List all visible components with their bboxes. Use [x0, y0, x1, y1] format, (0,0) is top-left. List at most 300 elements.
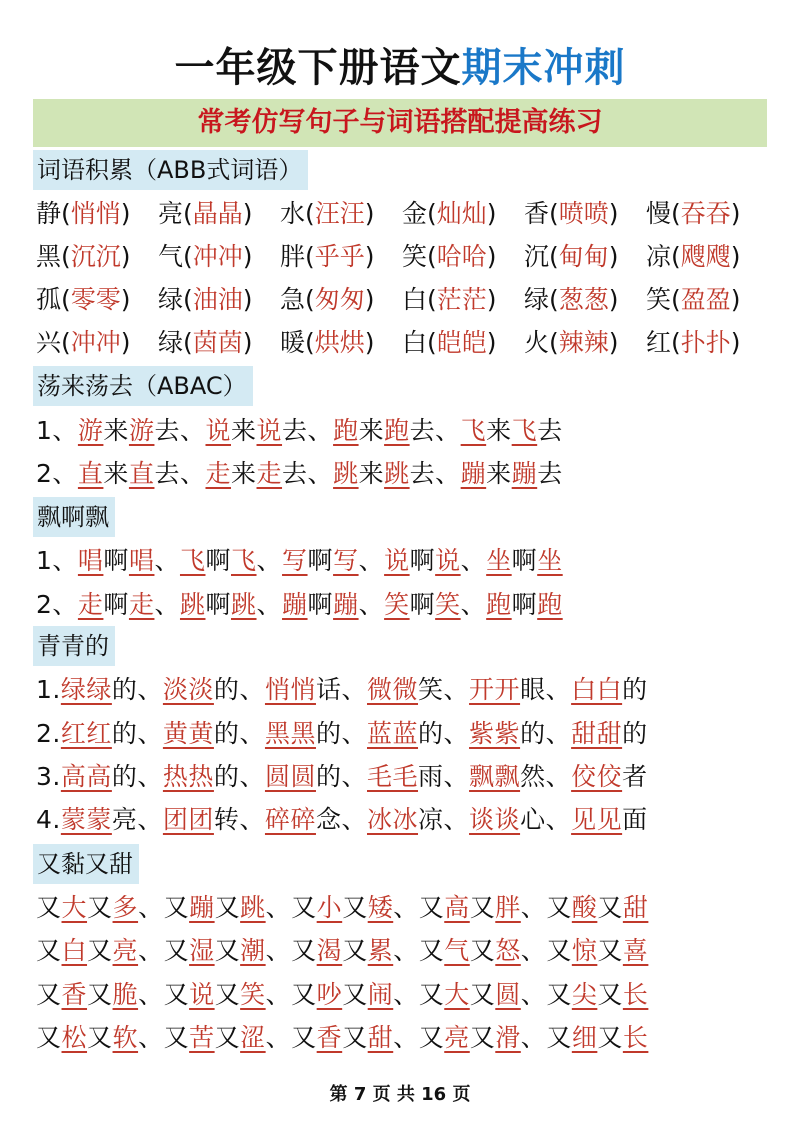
- answer-char: 说: [256, 416, 283, 445]
- abb-word: [524, 196, 646, 232]
- answer-char: 胖: [495, 893, 521, 922]
- abb-word: [524, 282, 646, 318]
- fixed-char: 啊: [205, 546, 231, 575]
- answer-word: 飘飘: [469, 762, 521, 791]
- fixed-char: 又: [597, 980, 623, 1009]
- row-number: 2、: [36, 590, 78, 619]
- fixed-char: 去: [409, 459, 436, 488]
- answer-char: 跳: [240, 893, 266, 922]
- fixed-char: 又: [342, 980, 368, 1009]
- abb-head-char: 亮(: [158, 199, 193, 228]
- answer-char: 软: [112, 1023, 139, 1052]
- abb-head-char: 金(: [402, 199, 437, 228]
- page-title: [0, 40, 800, 96]
- abb-head-char: 兴(: [36, 328, 71, 357]
- section-heading-qing: [33, 626, 115, 666]
- abb-reduplicated: 沉沉: [70, 242, 121, 271]
- fixed-char: 又: [214, 1023, 241, 1052]
- answer-word: 微微: [367, 675, 419, 704]
- section-heading-abb: [33, 150, 308, 190]
- fixed-char: 又: [546, 893, 572, 922]
- fixed-char: 又: [163, 1023, 190, 1052]
- answer-char: 尖: [571, 980, 598, 1009]
- separator: 、: [520, 936, 547, 965]
- answer-char: 气: [444, 936, 470, 965]
- answer-word: 白白: [571, 675, 623, 704]
- abb-close-paren: ): [120, 199, 131, 228]
- fixed-char: 又: [546, 936, 572, 965]
- answer-char: 惊: [571, 936, 598, 965]
- fixed-char: 又: [546, 980, 572, 1009]
- piao-row: [36, 587, 563, 623]
- abb-word: [524, 325, 646, 361]
- abb-reduplicated: 盈盈: [680, 285, 731, 314]
- section-heading-abac-text: 荡来荡去（ABAC）: [37, 372, 247, 400]
- abb-word: [36, 196, 158, 232]
- fixed-char: 的: [111, 762, 138, 791]
- answer-char: 蹦: [282, 590, 308, 619]
- answer-char: 矮: [367, 893, 394, 922]
- fixed-char: 又: [597, 893, 623, 922]
- answer-word: 红红: [60, 719, 112, 748]
- separator: 、: [358, 590, 385, 619]
- abb-close-paren: ): [608, 199, 619, 228]
- separator: 、: [137, 675, 163, 704]
- answer-char: 笑: [384, 590, 410, 619]
- abb-reduplicated: 皑皑: [436, 328, 487, 357]
- separator: 、: [138, 893, 164, 922]
- separator: 、: [435, 459, 461, 488]
- answer-word: 毛毛: [367, 762, 419, 791]
- fixed-char: 的: [111, 675, 138, 704]
- answer-char: 直: [77, 459, 104, 488]
- row-number: 1.: [36, 675, 61, 704]
- answer-char: 说: [435, 546, 461, 575]
- fixed-char: 去: [537, 416, 563, 445]
- title-main: 一年级下册语文: [174, 45, 462, 91]
- abb-close-paren: ): [730, 328, 741, 357]
- row-number: 4.: [36, 805, 61, 834]
- fixed-char: 的: [622, 719, 648, 748]
- abb-reduplicated: 冲冲: [192, 242, 243, 271]
- fixed-char: 又: [87, 980, 113, 1009]
- subtitle-banner: 常考仿写句子与词语搭配提高练习: [33, 99, 767, 147]
- abb-word: [36, 239, 158, 275]
- answer-char: 跑: [333, 416, 359, 445]
- separator: 、: [265, 893, 292, 922]
- abb-word: [36, 282, 158, 318]
- separator: 、: [307, 459, 334, 488]
- abb-word: [402, 282, 524, 318]
- abb-close-paren: ): [608, 242, 619, 271]
- answer-char: 说: [189, 980, 215, 1009]
- fixed-char: 又: [597, 1023, 623, 1052]
- you-row: [36, 977, 648, 1013]
- separator: 、: [154, 546, 180, 575]
- fixed-char: 又: [469, 980, 496, 1009]
- fixed-char: 者: [622, 762, 648, 791]
- answer-char: 甜: [622, 893, 649, 922]
- fixed-char: 的: [315, 762, 342, 791]
- abb-close-paren: ): [608, 328, 619, 357]
- answer-char: 说: [384, 546, 410, 575]
- row-number: 2.: [36, 719, 61, 748]
- fixed-char: 啊: [307, 590, 334, 619]
- separator: 、: [256, 590, 283, 619]
- abb-close-paren: ): [120, 242, 131, 271]
- abb-close-paren: ): [364, 285, 375, 314]
- you-row: [36, 933, 648, 969]
- answer-char: 怒: [495, 936, 521, 965]
- answer-char: 蹦: [511, 459, 538, 488]
- fixed-char: 又: [469, 1023, 496, 1052]
- abb-word: [646, 239, 756, 275]
- answer-word: 见见: [571, 805, 623, 834]
- answer-char: 飞: [460, 416, 487, 445]
- abb-reduplicated: 茵茵: [192, 328, 243, 357]
- separator: 、: [138, 936, 164, 965]
- answer-word: 蓝蓝: [367, 719, 419, 748]
- answer-char: 蹦: [460, 459, 487, 488]
- fixed-char: 啊: [205, 590, 231, 619]
- separator: 、: [239, 762, 265, 791]
- separator: 、: [545, 805, 572, 834]
- piao-row: [36, 543, 563, 579]
- qing-row: [36, 716, 648, 752]
- abb-word: [280, 325, 402, 361]
- fixed-char: 又: [342, 1023, 368, 1052]
- abb-reduplicated: 油油: [192, 285, 243, 314]
- separator: 、: [460, 590, 487, 619]
- abac-row: [36, 456, 563, 492]
- separator: 、: [443, 719, 470, 748]
- separator: 、: [545, 762, 572, 791]
- page-footer: 第 7 页 共 16 页: [329, 1084, 471, 1105]
- answer-char: 香: [316, 1023, 343, 1052]
- fixed-char: 啊: [409, 590, 436, 619]
- fixed-char: 又: [36, 980, 62, 1009]
- abb-reduplicated: 扑扑: [680, 328, 731, 357]
- separator: 、: [443, 762, 470, 791]
- fixed-char: 的: [315, 719, 342, 748]
- answer-word: 蒙蒙: [60, 805, 112, 834]
- separator: 、: [137, 762, 163, 791]
- fixed-char: 来: [103, 459, 129, 488]
- abb-reduplicated: 冲冲: [70, 328, 121, 357]
- abb-row: [36, 325, 756, 361]
- fixed-char: 又: [36, 893, 62, 922]
- answer-char: 说: [205, 416, 231, 445]
- answer-word: 团团: [162, 805, 214, 834]
- answer-char: 苦: [189, 1023, 215, 1052]
- abb-word: [280, 196, 402, 232]
- abb-head-char: 孤(: [36, 285, 71, 314]
- answer-char: 湿: [189, 936, 215, 965]
- answer-char: 小: [316, 893, 343, 922]
- separator: 、: [179, 416, 206, 445]
- abb-reduplicated: 吞吞: [680, 199, 731, 228]
- fixed-char: 去: [537, 459, 563, 488]
- separator: 、: [239, 675, 265, 704]
- separator: 、: [520, 893, 547, 922]
- fixed-char: 去: [154, 459, 180, 488]
- answer-char: 笑: [435, 590, 461, 619]
- abb-close-paren: ): [242, 199, 253, 228]
- abb-head-char: 白(: [402, 328, 437, 357]
- abb-word: [280, 282, 402, 318]
- answer-char: 多: [112, 893, 139, 922]
- abb-close-paren: ): [730, 285, 741, 314]
- abb-close-paren: ): [486, 328, 497, 357]
- abb-head-char: 凉(: [646, 242, 681, 271]
- answer-char: 跳: [384, 459, 410, 488]
- answer-char: 闹: [367, 980, 394, 1009]
- answer-char: 蹦: [189, 893, 215, 922]
- fixed-char: 又: [214, 936, 241, 965]
- answer-char: 走: [256, 459, 283, 488]
- abb-reduplicated: 甸甸: [558, 242, 609, 271]
- abb-head-char: 笑(: [646, 285, 681, 314]
- fixed-char: 又: [163, 980, 190, 1009]
- abb-close-paren: ): [364, 199, 375, 228]
- abb-close-paren: ): [486, 199, 497, 228]
- answer-word: 圆圆: [264, 762, 316, 791]
- answer-char: 跳: [333, 459, 359, 488]
- fixed-char: 又: [546, 1023, 572, 1052]
- fixed-char: 眼: [520, 675, 546, 704]
- answer-word: 谈谈: [469, 805, 521, 834]
- abb-head-char: 绿(: [158, 328, 193, 357]
- fixed-char: 又: [36, 1023, 62, 1052]
- fixed-char: 念: [315, 805, 342, 834]
- abb-word: [646, 325, 756, 361]
- answer-char: 走: [205, 459, 231, 488]
- section-heading-piao: [33, 497, 115, 537]
- abb-head-char: 白(: [402, 285, 437, 314]
- fixed-char: 面: [622, 805, 648, 834]
- answer-char: 蹦: [333, 590, 359, 619]
- abb-reduplicated: 灿灿: [436, 199, 487, 228]
- abb-close-paren: ): [242, 242, 253, 271]
- abb-row: [36, 239, 756, 275]
- answer-char: 唱: [128, 546, 155, 575]
- answer-char: 跳: [231, 590, 257, 619]
- answer-char: 走: [77, 590, 104, 619]
- fixed-char: 又: [291, 893, 317, 922]
- fixed-char: 又: [163, 936, 190, 965]
- answer-char: 直: [128, 459, 155, 488]
- answer-word: 甜甜: [571, 719, 623, 748]
- fixed-char: 来: [231, 459, 257, 488]
- abb-head-char: 急(: [280, 285, 315, 314]
- qing-row: [36, 802, 648, 838]
- fixed-char: 话: [315, 675, 342, 704]
- fixed-char: 又: [291, 1023, 317, 1052]
- fixed-char: 去: [409, 416, 436, 445]
- abb-head-char: 慢(: [646, 199, 681, 228]
- row-number: 2、: [36, 459, 78, 488]
- abb-close-paren: ): [120, 328, 131, 357]
- abb-word: [646, 282, 756, 318]
- abb-head-char: 绿(: [158, 285, 193, 314]
- fixed-char: 来: [358, 459, 385, 488]
- separator: 、: [393, 936, 419, 965]
- answer-char: 长: [622, 980, 649, 1009]
- fixed-char: 心: [520, 805, 546, 834]
- abb-reduplicated: 茫茫: [436, 285, 487, 314]
- abb-head-char: 红(: [646, 328, 681, 357]
- separator: 、: [393, 980, 419, 1009]
- section-heading-abb-text: 词语积累（ABB式词语）: [37, 156, 303, 184]
- answer-char: 潮: [240, 936, 266, 965]
- fixed-char: 亮: [111, 805, 138, 834]
- row-number: 3.: [36, 762, 61, 791]
- fixed-char: 的: [418, 719, 444, 748]
- abb-head-char: 火(: [524, 328, 559, 357]
- separator: 、: [520, 1023, 547, 1052]
- separator: 、: [341, 762, 367, 791]
- fixed-char: 又: [36, 936, 62, 965]
- answer-char: 坐: [486, 546, 512, 575]
- abb-head-char: 胖(: [280, 242, 315, 271]
- separator: 、: [460, 546, 487, 575]
- fixed-char: 笑: [418, 675, 444, 704]
- answer-char: 走: [128, 590, 155, 619]
- abb-close-paren: ): [730, 199, 741, 228]
- separator: 、: [256, 546, 283, 575]
- abb-word: [158, 325, 280, 361]
- answer-char: 吵: [316, 980, 343, 1009]
- answer-char: 喜: [622, 936, 649, 965]
- you-row: [36, 890, 648, 926]
- fixed-char: 又: [418, 936, 445, 965]
- abb-word: [158, 196, 280, 232]
- answer-char: 笑: [240, 980, 266, 1009]
- answer-char: 甜: [367, 1023, 394, 1052]
- fixed-char: 去: [282, 459, 308, 488]
- separator: 、: [138, 1023, 164, 1052]
- separator: 、: [265, 936, 292, 965]
- fixed-char: 去: [282, 416, 308, 445]
- separator: 、: [545, 719, 572, 748]
- answer-char: 酸: [571, 893, 598, 922]
- answer-char: 滑: [495, 1023, 521, 1052]
- fixed-char: 去: [154, 416, 180, 445]
- title-accent: 期末冲刺: [461, 45, 626, 91]
- fixed-char: 凉: [418, 805, 444, 834]
- separator: 、: [435, 416, 461, 445]
- abb-word: [280, 239, 402, 275]
- answer-word: 热热: [162, 762, 214, 791]
- abb-head-char: 气(: [158, 242, 193, 271]
- answer-word: 悄悄: [264, 675, 316, 704]
- abb-close-paren: ): [242, 285, 253, 314]
- separator: 、: [179, 459, 206, 488]
- answer-char: 跑: [486, 590, 512, 619]
- abb-head-char: 绿(: [524, 285, 559, 314]
- answer-word: 黄黄: [162, 719, 214, 748]
- abb-reduplicated: 飕飕: [680, 242, 731, 271]
- answer-char: 渴: [316, 936, 343, 965]
- fixed-char: 又: [469, 936, 496, 965]
- abb-word: [402, 239, 524, 275]
- answer-char: 大: [444, 980, 470, 1009]
- separator: 、: [393, 1023, 419, 1052]
- abb-reduplicated: 烘烘: [314, 328, 365, 357]
- fixed-char: 的: [213, 719, 240, 748]
- answer-char: 细: [571, 1023, 598, 1052]
- fixed-char: 又: [418, 980, 445, 1009]
- answer-word: 碎碎: [264, 805, 316, 834]
- fixed-char: 来: [231, 416, 257, 445]
- qing-row: [36, 759, 648, 795]
- fixed-char: 又: [418, 1023, 445, 1052]
- answer-char: 坐: [537, 546, 563, 575]
- answer-char: 跑: [384, 416, 410, 445]
- fixed-char: 又: [87, 893, 113, 922]
- answer-char: 长: [622, 1023, 649, 1052]
- answer-word: 绿绿: [60, 675, 112, 704]
- abb-head-char: 黑(: [36, 242, 71, 271]
- fixed-char: 啊: [511, 590, 538, 619]
- abb-close-paren: ): [242, 328, 253, 357]
- separator: 、: [341, 805, 367, 834]
- fixed-char: 又: [291, 980, 317, 1009]
- fixed-char: 又: [214, 980, 241, 1009]
- abb-word: [158, 282, 280, 318]
- answer-char: 写: [333, 546, 359, 575]
- fixed-char: 啊: [307, 546, 334, 575]
- separator: 、: [341, 719, 367, 748]
- fixed-char: 然: [520, 762, 546, 791]
- row-number: 1、: [36, 546, 78, 575]
- fixed-char: 的: [213, 762, 240, 791]
- fixed-char: 雨: [418, 762, 444, 791]
- fixed-char: 的: [622, 675, 648, 704]
- abb-row: [36, 196, 756, 232]
- fixed-char: 又: [597, 936, 623, 965]
- abb-close-paren: ): [364, 328, 375, 357]
- abb-word: [402, 196, 524, 232]
- abb-head-char: 水(: [280, 199, 315, 228]
- you-row: [36, 1020, 648, 1056]
- separator: 、: [545, 675, 572, 704]
- answer-char: 脆: [112, 980, 139, 1009]
- answer-char: 高: [444, 893, 470, 922]
- section-heading-you-text: 又黏又甜: [37, 850, 133, 878]
- separator: 、: [239, 719, 265, 748]
- separator: 、: [443, 805, 470, 834]
- fixed-char: 的: [213, 675, 240, 704]
- fixed-char: 来: [486, 459, 512, 488]
- answer-char: 游: [128, 416, 155, 445]
- answer-char: 跑: [537, 590, 563, 619]
- separator: 、: [393, 893, 419, 922]
- fixed-char: 来: [486, 416, 512, 445]
- answer-word: 开开: [469, 675, 521, 704]
- answer-char: 飞: [179, 546, 206, 575]
- row-number: 1、: [36, 416, 78, 445]
- section-heading-qing-text: 青青的: [37, 632, 109, 660]
- answer-word: 高高: [60, 762, 112, 791]
- abb-head-char: 静(: [36, 199, 71, 228]
- abb-close-paren: ): [364, 242, 375, 271]
- answer-char: 飞: [231, 546, 257, 575]
- answer-char: 白: [61, 936, 88, 965]
- answer-word: 紫紫: [469, 719, 521, 748]
- abb-head-char: 暖(: [280, 328, 315, 357]
- abb-reduplicated: 零零: [70, 285, 121, 314]
